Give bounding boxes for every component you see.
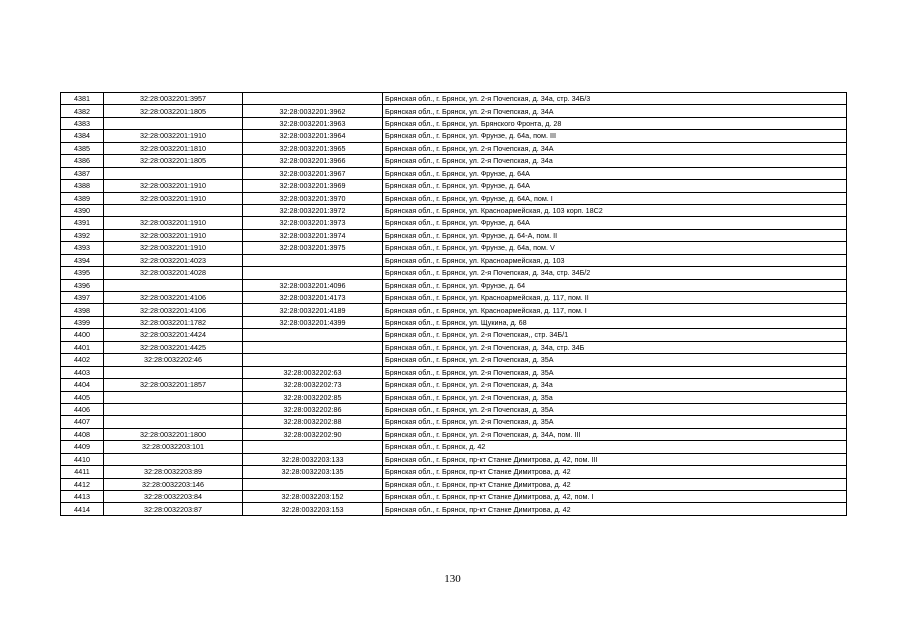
address-cell: Брянская обл., г. Брянск, ул. Фрунзе, д. 64а, пом. V bbox=[383, 242, 847, 254]
premises-cadastral-number-cell: 32:28:0032201:3973 bbox=[243, 217, 383, 229]
address-cell: Брянская обл., г. Брянск, ул. Фрунзе, д. 64А bbox=[383, 167, 847, 179]
premises-cadastral-number-cell: 32:28:0032201:3966 bbox=[243, 155, 383, 167]
table-row bbox=[61, 167, 847, 179]
address-cell: Брянская обл., г. Брянск, ул. 2-я Почепская, д. 34а bbox=[383, 155, 847, 167]
cadastral-number-cell: 32:28:0032201:1805 bbox=[104, 105, 243, 117]
premises-cadastral-number-cell: 32:28:0032201:3970 bbox=[243, 192, 383, 204]
premises-cadastral-number-cell: 32:28:0032202:63 bbox=[243, 366, 383, 378]
row-number-cell: 4384 bbox=[61, 130, 104, 142]
row-number-cell: 4393 bbox=[61, 242, 104, 254]
row-number-cell: 4391 bbox=[61, 217, 104, 229]
row-number-cell: 4411 bbox=[61, 466, 104, 478]
address-cell: Брянская обл., г. Брянск, ул. 2-я Почепская, д. 35А bbox=[383, 416, 847, 428]
address-cell: Брянская обл., г. Брянск, ул. 2-я Почепская, д. 35а bbox=[383, 391, 847, 403]
row-number-cell: 4388 bbox=[61, 180, 104, 192]
cadastral-number-cell: 32:28:0032203:87 bbox=[104, 503, 243, 515]
registry-table bbox=[60, 92, 847, 516]
table-row bbox=[61, 403, 847, 415]
premises-cadastral-number-cell: 32:28:0032201:4189 bbox=[243, 304, 383, 316]
table-row bbox=[61, 130, 847, 142]
address-cell: Брянская обл., г. Брянск, ул. 2-я Почепская, д. 34а bbox=[383, 379, 847, 391]
premises-cadastral-number-cell bbox=[243, 341, 383, 353]
cadastral-number-cell: 32:28:0032201:1910 bbox=[104, 192, 243, 204]
premises-cadastral-number-cell bbox=[243, 478, 383, 490]
address-cell: Брянская обл., г. Брянск, ул. 2-я Почепская, д. 34а, стр. 34Б bbox=[383, 341, 847, 353]
premises-cadastral-number-cell bbox=[243, 441, 383, 453]
table-row bbox=[61, 267, 847, 279]
cadastral-number-cell: 32:28:0032201:1857 bbox=[104, 379, 243, 391]
table-row bbox=[61, 242, 847, 254]
premises-cadastral-number-cell: 32:28:0032201:4173 bbox=[243, 292, 383, 304]
table-row bbox=[61, 316, 847, 328]
row-number-cell: 4403 bbox=[61, 366, 104, 378]
address-cell: Брянская обл., г. Брянск, ул. Брянского Фронта, д. 28 bbox=[383, 117, 847, 129]
cadastral-number-cell bbox=[104, 391, 243, 403]
row-number-cell: 4397 bbox=[61, 292, 104, 304]
table-row bbox=[61, 379, 847, 391]
row-number-cell: 4404 bbox=[61, 379, 104, 391]
cadastral-number-cell: 32:28:0032201:3957 bbox=[104, 93, 243, 105]
cadastral-number-cell: 32:28:0032201:4106 bbox=[104, 304, 243, 316]
row-number-cell: 4414 bbox=[61, 503, 104, 515]
table-row bbox=[61, 105, 847, 117]
table-row bbox=[61, 292, 847, 304]
row-number-cell: 4405 bbox=[61, 391, 104, 403]
table-row bbox=[61, 304, 847, 316]
row-number-cell: 4406 bbox=[61, 403, 104, 415]
row-number-cell: 4383 bbox=[61, 117, 104, 129]
table-row bbox=[61, 155, 847, 167]
row-number-cell: 4412 bbox=[61, 478, 104, 490]
premises-cadastral-number-cell bbox=[243, 93, 383, 105]
address-cell: Брянская обл., г. Брянск, ул. 2-я Почепская,, стр. 34Б/1 bbox=[383, 329, 847, 341]
row-number-cell: 4413 bbox=[61, 491, 104, 503]
row-number-cell: 4407 bbox=[61, 416, 104, 428]
premises-cadastral-number-cell: 32:28:0032203:152 bbox=[243, 491, 383, 503]
address-cell: Брянская обл., г. Брянск, пр-кт Станке Димитрова, д. 42, пом. I bbox=[383, 491, 847, 503]
premises-cadastral-number-cell: 32:28:0032202:88 bbox=[243, 416, 383, 428]
table-row bbox=[61, 180, 847, 192]
address-cell: Брянская обл., г. Брянск, ул. 2-я Почепская, д. 34А bbox=[383, 142, 847, 154]
premises-cadastral-number-cell bbox=[243, 267, 383, 279]
premises-cadastral-number-cell: 32:28:0032201:4096 bbox=[243, 279, 383, 291]
address-cell: Брянская обл., г. Брянск, д. 42 bbox=[383, 441, 847, 453]
cadastral-number-cell: 32:28:0032203:89 bbox=[104, 466, 243, 478]
address-cell: Брянская обл., г. Брянск, пр-кт Станке Димитрова, д. 42 bbox=[383, 466, 847, 478]
premises-cadastral-number-cell: 32:28:0032201:3964 bbox=[243, 130, 383, 142]
address-cell: Брянская обл., г. Брянск, ул. Щукина, д. 68 bbox=[383, 316, 847, 328]
address-cell: Брянская обл., г. Брянск, ул. Фрунзе, д. 64а, пом. III bbox=[383, 130, 847, 142]
row-number-cell: 4410 bbox=[61, 453, 104, 465]
table-row bbox=[61, 478, 847, 490]
premises-cadastral-number-cell: 32:28:0032201:4399 bbox=[243, 316, 383, 328]
table-row bbox=[61, 428, 847, 440]
address-cell: Брянская обл., г. Брянск, ул. Красноармейская, д. 117, пом. II bbox=[383, 292, 847, 304]
table-row bbox=[61, 466, 847, 478]
table-row bbox=[61, 391, 847, 403]
address-cell: Брянская обл., г. Брянск, ул. 2-я Почепская, д. 34а, стр. 34Б/2 bbox=[383, 267, 847, 279]
table-row bbox=[61, 491, 847, 503]
cadastral-number-cell bbox=[104, 453, 243, 465]
premises-cadastral-number-cell: 32:28:0032201:3974 bbox=[243, 229, 383, 241]
cadastral-number-cell: 32:28:0032201:4424 bbox=[104, 329, 243, 341]
table-row bbox=[61, 142, 847, 154]
address-cell: Брянская обл., г. Брянск, ул. Красноармейская, д. 117, пом. I bbox=[383, 304, 847, 316]
address-cell: Брянская обл., г. Брянск, ул. Фрунзе, д. 64-А, пом. II bbox=[383, 229, 847, 241]
cadastral-number-cell bbox=[104, 279, 243, 291]
row-number-cell: 4400 bbox=[61, 329, 104, 341]
cadastral-number-cell: 32:28:0032201:1800 bbox=[104, 428, 243, 440]
premises-cadastral-number-cell: 32:28:0032203:135 bbox=[243, 466, 383, 478]
cadastral-number-cell: 32:28:0032203:101 bbox=[104, 441, 243, 453]
cadastral-number-cell: 32:28:0032201:1910 bbox=[104, 229, 243, 241]
cadastral-number-cell: 32:28:0032201:1910 bbox=[104, 242, 243, 254]
table-row bbox=[61, 204, 847, 216]
row-number-cell: 4409 bbox=[61, 441, 104, 453]
cadastral-number-cell: 32:28:0032201:1910 bbox=[104, 130, 243, 142]
cadastral-number-cell bbox=[104, 403, 243, 415]
cadastral-number-cell: 32:28:0032202:46 bbox=[104, 354, 243, 366]
address-cell: Брянская обл., г. Брянск, ул. Фрунзе, д. 64 bbox=[383, 279, 847, 291]
row-number-cell: 4392 bbox=[61, 229, 104, 241]
address-cell: Брянская обл., г. Брянск, ул. 2-я Почепская, д. 35А bbox=[383, 403, 847, 415]
table-row bbox=[61, 354, 847, 366]
premises-cadastral-number-cell: 32:28:0032201:3975 bbox=[243, 242, 383, 254]
cadastral-number-cell: 32:28:0032201:4023 bbox=[104, 254, 243, 266]
premises-cadastral-number-cell: 32:28:0032202:90 bbox=[243, 428, 383, 440]
premises-cadastral-number-cell: 32:28:0032202:85 bbox=[243, 391, 383, 403]
row-number-cell: 4396 bbox=[61, 279, 104, 291]
table-row bbox=[61, 192, 847, 204]
cadastral-number-cell: 32:28:0032201:1782 bbox=[104, 316, 243, 328]
address-cell: Брянская обл., г. Брянск, пр-кт Станке Димитрова, д. 42, пом. III bbox=[383, 453, 847, 465]
table-row bbox=[61, 366, 847, 378]
premises-cadastral-number-cell: 32:28:0032203:153 bbox=[243, 503, 383, 515]
cadastral-number-cell: 32:28:0032201:1910 bbox=[104, 180, 243, 192]
row-number-cell: 4382 bbox=[61, 105, 104, 117]
table-row bbox=[61, 329, 847, 341]
cadastral-number-cell bbox=[104, 204, 243, 216]
address-cell: Брянская обл., г. Брянск, ул. 2-я Почепская, д. 34А, пом. III bbox=[383, 428, 847, 440]
table-row bbox=[61, 453, 847, 465]
row-number-cell: 4385 bbox=[61, 142, 104, 154]
table-row bbox=[61, 93, 847, 105]
cadastral-number-cell: 32:28:0032203:84 bbox=[104, 491, 243, 503]
row-number-cell: 4402 bbox=[61, 354, 104, 366]
row-number-cell: 4387 bbox=[61, 167, 104, 179]
address-cell: Брянская обл., г. Брянск, ул. 2-я Почепская, д. 34а, стр. 34Б/3 bbox=[383, 93, 847, 105]
cadastral-number-cell bbox=[104, 167, 243, 179]
premises-cadastral-number-cell bbox=[243, 329, 383, 341]
address-cell: Брянская обл., г. Брянск, пр-кт Станке Димитрова, д. 42 bbox=[383, 478, 847, 490]
premises-cadastral-number-cell: 32:28:0032201:3962 bbox=[243, 105, 383, 117]
page-number: 130 bbox=[444, 573, 461, 585]
address-cell: Брянская обл., г. Брянск, ул. Фрунзе, д. 64А bbox=[383, 180, 847, 192]
registry-table-body bbox=[61, 93, 847, 516]
cadastral-number-cell bbox=[104, 117, 243, 129]
row-number-cell: 4398 bbox=[61, 304, 104, 316]
table-row bbox=[61, 217, 847, 229]
premises-cadastral-number-cell: 32:28:0032202:73 bbox=[243, 379, 383, 391]
row-number-cell: 4394 bbox=[61, 254, 104, 266]
address-cell: Брянская обл., г. Брянск, ул. Фрунзе, д. 64А bbox=[383, 217, 847, 229]
table-row bbox=[61, 229, 847, 241]
premises-cadastral-number-cell bbox=[243, 254, 383, 266]
cadastral-number-cell: 32:28:0032203:146 bbox=[104, 478, 243, 490]
table-row bbox=[61, 341, 847, 353]
premises-cadastral-number-cell: 32:28:0032201:3967 bbox=[243, 167, 383, 179]
table-row bbox=[61, 416, 847, 428]
premises-cadastral-number-cell: 32:28:0032201:3972 bbox=[243, 204, 383, 216]
address-cell: Брянская обл., г. Брянск, ул. Красноармейская, д. 103 корп. 18С2 bbox=[383, 204, 847, 216]
row-number-cell: 4408 bbox=[61, 428, 104, 440]
cadastral-number-cell: 32:28:0032201:1810 bbox=[104, 142, 243, 154]
cadastral-number-cell bbox=[104, 416, 243, 428]
address-cell: Брянская обл., г. Брянск, пр-кт Станке Димитрова, д. 42 bbox=[383, 503, 847, 515]
premises-cadastral-number-cell: 32:28:0032201:3965 bbox=[243, 142, 383, 154]
table-row bbox=[61, 441, 847, 453]
cadastral-number-cell: 32:28:0032201:4028 bbox=[104, 267, 243, 279]
address-cell: Брянская обл., г. Брянск, ул. Фрунзе, д. 64А, пом. I bbox=[383, 192, 847, 204]
cadastral-number-cell: 32:28:0032201:1805 bbox=[104, 155, 243, 167]
cadastral-number-cell bbox=[104, 366, 243, 378]
row-number-cell: 4381 bbox=[61, 93, 104, 105]
cadastral-number-cell: 32:28:0032201:1910 bbox=[104, 217, 243, 229]
premises-cadastral-number-cell: 32:28:0032202:86 bbox=[243, 403, 383, 415]
row-number-cell: 4395 bbox=[61, 267, 104, 279]
row-number-cell: 4401 bbox=[61, 341, 104, 353]
address-cell: Брянская обл., г. Брянск, ул. 2-я Почепская, д. 35А bbox=[383, 354, 847, 366]
premises-cadastral-number-cell: 32:28:0032201:3963 bbox=[243, 117, 383, 129]
address-cell: Брянская обл., г. Брянск, ул. Красноармейская, д. 103 bbox=[383, 254, 847, 266]
premises-cadastral-number-cell bbox=[243, 354, 383, 366]
cadastral-number-cell: 32:28:0032201:4106 bbox=[104, 292, 243, 304]
cadastral-number-cell: 32:28:0032201:4425 bbox=[104, 341, 243, 353]
premises-cadastral-number-cell: 32:28:0032203:133 bbox=[243, 453, 383, 465]
row-number-cell: 4399 bbox=[61, 316, 104, 328]
row-number-cell: 4390 bbox=[61, 204, 104, 216]
row-number-cell: 4386 bbox=[61, 155, 104, 167]
premises-cadastral-number-cell: 32:28:0032201:3969 bbox=[243, 180, 383, 192]
address-cell: Брянская обл., г. Брянск, ул. 2-я Почепская, д. 35А bbox=[383, 366, 847, 378]
row-number-cell: 4389 bbox=[61, 192, 104, 204]
table-row bbox=[61, 503, 847, 515]
table-row bbox=[61, 254, 847, 266]
address-cell: Брянская обл., г. Брянск, ул. 2-я Почепская, д. 34А bbox=[383, 105, 847, 117]
table-row bbox=[61, 117, 847, 129]
table-row bbox=[61, 279, 847, 291]
